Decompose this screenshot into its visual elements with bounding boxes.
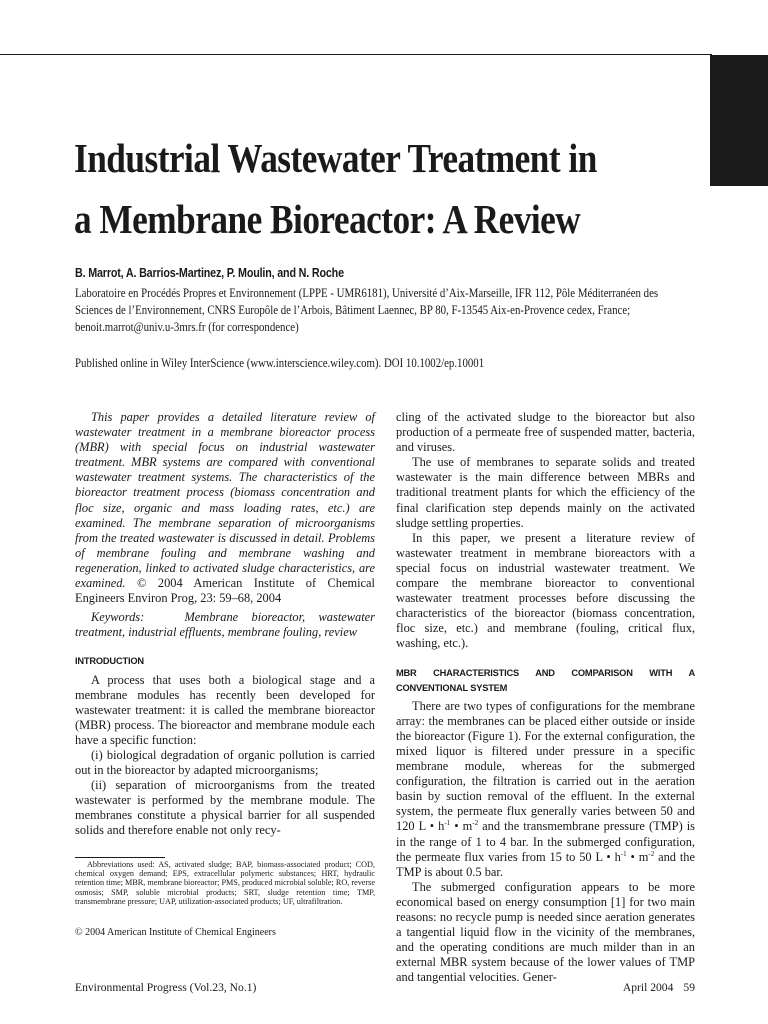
date-page-footer bbox=[623, 981, 695, 994]
keywords bbox=[75, 610, 375, 640]
intro-paragraph-1: A process that uses both a biological stage and a membrane modules has recently been developed for wastewater treatment: it is called the membrane bioreactor (MBR) process. The bioreactor and membrane module each have a specific function: bbox=[75, 672, 375, 747]
mbr-text-3: and the TMP is about 0.5 bar. bbox=[396, 849, 695, 879]
abstract-citation: © 2004 American Institute of Chemical Engineers Environ Prog, 23: 59–68, 2004 bbox=[75, 576, 375, 606]
journal-footer: Environmental Progress (Vol.23, No.1) bbox=[75, 981, 257, 994]
abbreviations-footnote: Abbreviations used: AS, activated sludge; BAP, biomass-associated product; COD, chemical oxygen demand; EPS, extracellular polymeric substances; HRT, hydraulic retention time; MBR, membrane bioreactor; PMS, produced microbial soluble; RO, reverse osmosis; SMP, soluble microbial products; SRT, sludge retention time; TMP, transmembrane pressure; UAP, utilization-associated products; UF, ultrafiltration. bbox=[75, 860, 375, 906]
mbr-paragraph-1 bbox=[396, 699, 695, 880]
intro-paragraph-5: In this paper, we present a literature review of wastewater treatment in membrane bioreactors with a special focus on industrial wastewater treatment. We compare the membrane bioreactor to conventional wastewater treatment processes before discussing the characteristics of the bioreactor (biomass concentration, floc size, etc.) and membrane (fouling, critical flux, washing, etc.). bbox=[396, 530, 695, 651]
abstract bbox=[75, 410, 375, 606]
affiliation bbox=[75, 285, 677, 336]
flux-unit-2: L • $h^{-1}$ • $m^{-2}$ bbox=[595, 849, 655, 864]
publication-note: Published online in Wiley InterScience (www.interscience.wiley.com). DOI 10.1002/ep.10001 bbox=[75, 356, 485, 370]
issue-date: April 2004 bbox=[622, 981, 674, 994]
mbr-text-1: There are two types of configurations for the membrane array: the membranes can be placed either outside or inside the bioreactor (Figure 1). For the external configuration, the mixed liquor is filtered under pressure in a specific membrane module, whereas for the submerged configuration, the filtration is carried out in the aeration basin by suction removal of the effluent. In the external system, the permeate flux generally varies between 50 and 120 bbox=[396, 698, 695, 834]
mbr-paragraph-2: The submerged configuration appears to be more economical based on energy consumption [1] for two main reasons: no recycle pump is needed since aeration generates a tangential liquid flow in the vicinity of the membranes, and the operating conditions are much milder than in an external MBR system because of the lower values of TMP and tangential velocities. Gener- bbox=[396, 879, 695, 985]
keywords-text: Membrane bioreactor, wastewater treatment, industrial effluents, membrane fouling, review bbox=[75, 610, 375, 640]
article-title bbox=[74, 128, 616, 250]
top-rule bbox=[0, 54, 712, 55]
abstract-text: This paper provides a detailed literature review of wastewater treatment in a membrane bioreactor process (MBR) with special focus on industrial wastewater treatment. MBR systems are compared with conventional wastewater treatment systems. The characteristics of the bioreactor treatment process (biomass concentration and floc size, organic and mass loading rates, etc.) are examined. The membrane separation of microorganisms from the treated wastewater is discussed in detail. Problems of membrane fouling and membrane washing and regeneration, linked to activated sludge characteristics, are examined. bbox=[75, 410, 375, 591]
title-line-2: a Membrane Bioreactor: A Review bbox=[74, 196, 581, 242]
flux-unit-1: L • $h^{-1}$ • $m^{-2}$ bbox=[418, 819, 479, 834]
author-list: B. Marrot, A. Barrios-Martinez, P. Moulin, and N. Roche bbox=[75, 266, 344, 280]
section-heading-mbr: MBR CHARACTERISTICS AND COMPARISON WITH A CONVENTIONAL SYSTEM bbox=[396, 667, 695, 693]
affiliation-line-1: Laboratoire en Procédés Propres et Environnement (LPPE - UMR6181), Université d’Aix-Marseille, IFR 112, Pôle Méditerranéen des bbox=[75, 286, 659, 300]
footnote-rule bbox=[75, 857, 165, 858]
title-line-1: Industrial Wastewater Treatment in bbox=[74, 135, 597, 181]
page-number: 59 bbox=[683, 981, 695, 994]
right-column bbox=[396, 410, 695, 985]
section-tab-block bbox=[710, 55, 768, 186]
affiliation-line-3: benoit.marrot@univ.u-3mrs.fr (for correspondence) bbox=[75, 320, 299, 334]
mbr-text-2: and the transmembrane pressure (TMP) is in the range of 1 to 4 bar. In the submerged configuration, the permeate flux varies from 15 to 50 bbox=[396, 819, 695, 864]
keywords-label: Keywords: bbox=[91, 610, 145, 625]
intro-paragraph-4: The use of membranes to separate solids and treated wastewater is the main difference between MBRs and traditional treatment plants for which the efficiency of the final clarification step depends mainly on the activated sludge settling properties. bbox=[396, 455, 695, 530]
intro-paragraph-2: (i) biological degradation of organic pollution is carried out in the bioreactor by adapted microorganisms; bbox=[75, 747, 375, 778]
affiliation-line-2: Sciences de l’Environnement, CNRS Europôle de l’Arbois, Bâtiment Laennec, BP 80, F-13545 Aix-en-Provence cedex, France; bbox=[75, 303, 631, 317]
left-column bbox=[75, 410, 375, 839]
copyright-notice: © 2004 American Institute of Chemical Engineers bbox=[75, 927, 276, 938]
intro-paragraph-3: (ii) separation of microorganisms from the treated wastewater is performed by the membrane module. The membranes constitute a physical barrier for all suspended solids and therefore enable not only recy- bbox=[75, 778, 375, 838]
section-heading-introduction: INTRODUCTION bbox=[75, 656, 144, 667]
continuation-paragraph: cling of the activated sludge to the bioreactor but also production of a permeate free of suspended matter, bacteria, and viruses. bbox=[396, 410, 695, 455]
